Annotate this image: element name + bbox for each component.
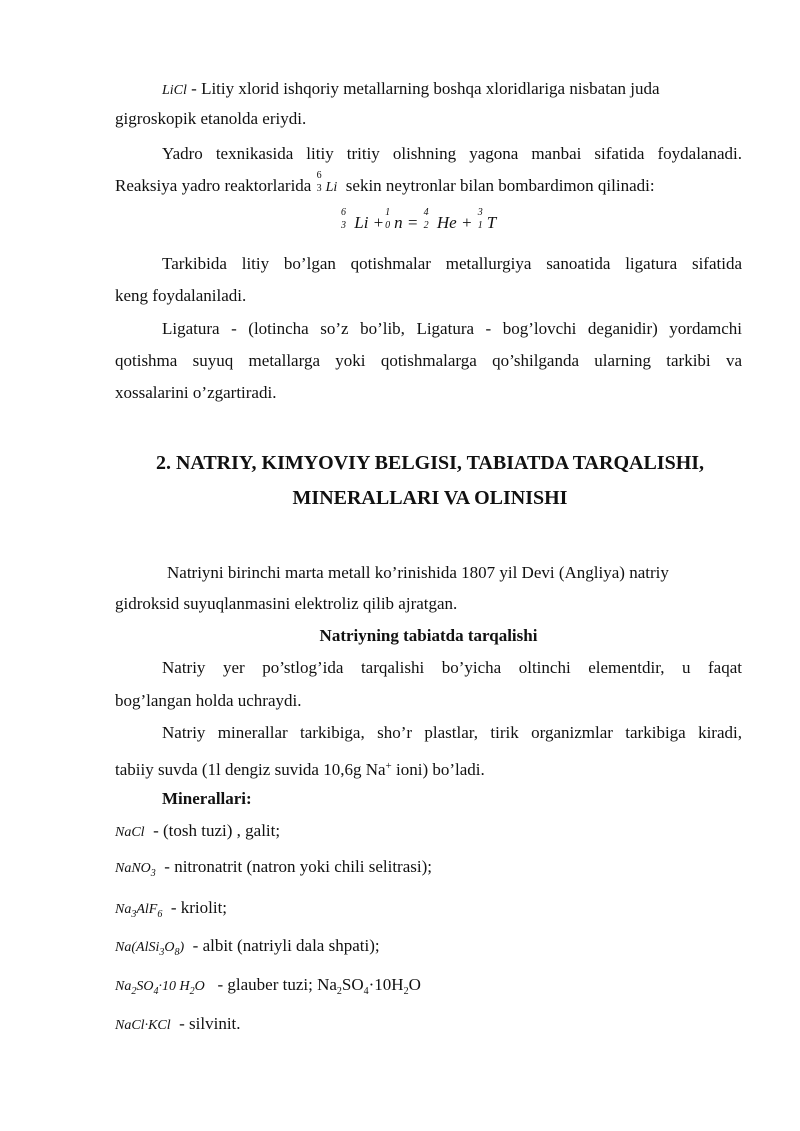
minerals-heading: Minerallari:: [162, 789, 252, 808]
paragraph-7-line-2: tabiiy suvda (1l dengiz suvida 10,6g Na+ ioni) bo’ladi.: [115, 760, 485, 779]
lithium-nuclide: 6 3: [316, 170, 322, 194]
mineral-desc: - glauber tuzi; $Na_2SO_4\cdot 10H_2O$: [217, 975, 421, 997]
mineral-albite: [115, 935, 380, 964]
paragraph-5-line-1: Natriyni birinchi marta metall ko’rinishida 1807 yil Devi (Angliya) natriy: [167, 563, 669, 582]
mineral-halite: [115, 820, 280, 844]
eq-lithium: Li +: [354, 213, 385, 232]
eq-helium: He +: [436, 213, 473, 232]
subheading-distribution: Natriyning tabiatda tarqalishi: [319, 626, 538, 645]
mineral-desc: - albit (natriyli dala shpati);: [192, 936, 380, 955]
mineral-cryolite: [115, 897, 227, 926]
nuclear-equation: 6 3 Li + 1 0 n = 4 2 He + 3 1 T: [341, 207, 497, 232]
mineral-desc: - kriolit;: [170, 898, 228, 917]
paragraph-1-line-2: gigroskopik etanolda eriydi.: [115, 109, 307, 128]
paragraph-4-line-1: Ligatura - (lotincha so’z bo’lib, Ligatura - bog’lovchi deganidir) yordamchi: [162, 319, 742, 338]
lithium-symbol: Li: [325, 180, 338, 195]
formula-na3alf6: $Na_3AlF_6$: [115, 902, 163, 920]
formula-glauber: $Na_2SO_4\cdot 10$ $H_2O$: [115, 979, 205, 997]
reaction-text: Reaksiya yadro reaktorlarida: [115, 176, 312, 195]
paragraph-7-line-1: Natriy minerallar tarkibiga, sho’r plastlar, tirik organizmlar tarkibiga kiradi,: [162, 723, 742, 742]
paragraph-5-line-2: gidroksid suyuqlanmasini elektroliz qilib ajratgan.: [115, 594, 458, 613]
formula-nano3: NaNO$_3$: [115, 861, 156, 879]
paragraph-6-line-2: bog’langan holda uchraydi.: [115, 691, 302, 710]
paragraph-4-line-2: qotishma suyuq metallarga yoki qotishmalarga qo’shilganda ularning tarkibi va: [115, 351, 742, 370]
section-heading-line-2: MINERALLARI VA OLINISHI: [292, 487, 568, 509]
paragraph-3-line-2: keng foydalaniladi.: [115, 286, 247, 305]
mineral-desc: - nitronatrit (natron yoki chili selitrasi);: [164, 857, 432, 876]
reaction-text-end: sekin neytronlar bilan bombardimon qilinadi:: [345, 176, 655, 195]
section-heading-line-1: 2. NATRIY, KIMYOVIY BELGISI, TABIATDA TARQALISHI,: [155, 452, 705, 474]
eq-neutron: n =: [394, 213, 419, 232]
paragraph-2-line-2: [115, 170, 655, 199]
paragraph-6-line-1: Natriy yer po’stlog’ida tarqalishi bo’yicha oltinchi elementdir, u faqat: [162, 658, 742, 677]
mineral-glauber-salt: [115, 974, 421, 1003]
formula-albite: $Na(AlSi_3O_8)$: [115, 940, 185, 958]
formula-nacl: NaCl: [115, 825, 145, 840]
eq-tritium: T: [486, 213, 497, 232]
mineral-nitronatrite: [115, 856, 432, 885]
licl-line: [162, 78, 660, 102]
licl-text: - Litiy xlorid ishqoriy metallarning boshqa xloridlariga nisbatan juda: [191, 79, 660, 98]
mineral-sylvinite: [115, 1013, 241, 1037]
licl-formula: LiCl: [162, 83, 187, 98]
paragraph-2-line-1: Yadro texnikasida litiy tritiy olishning yagona manbai sifatida foydalanadi.: [162, 144, 742, 163]
mineral-desc: - silvinit.: [179, 1014, 241, 1033]
paragraph-4-line-3: xossalarini o’zgartiradi.: [115, 383, 277, 402]
paragraph-3-line-1: Tarkibida litiy bo’lgan qotishmalar metallurgiya sanoatida ligatura sifatida: [162, 254, 742, 273]
formula-sylvinite: NaCl·KCl: [115, 1018, 171, 1033]
mineral-desc: - (tosh tuzi) , galit;: [153, 821, 281, 840]
